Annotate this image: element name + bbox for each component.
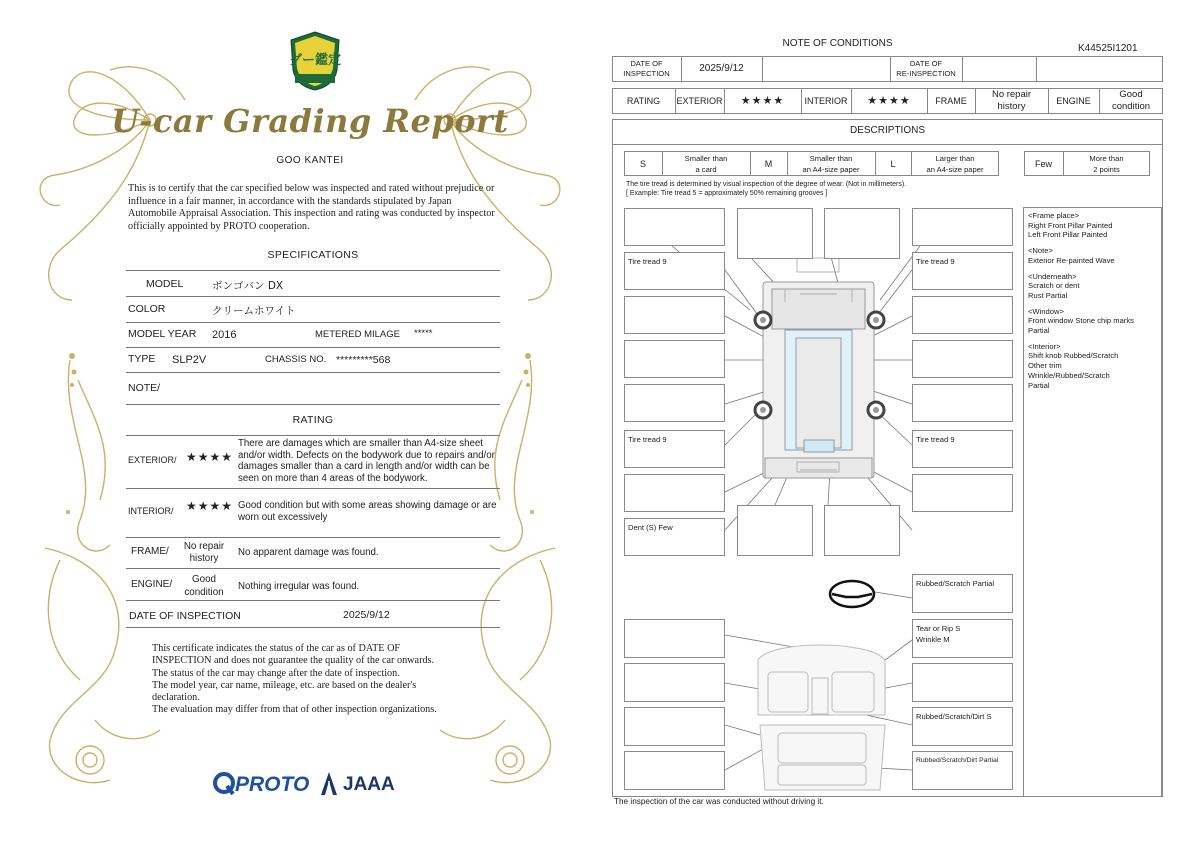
disclaimer-line: The evaluation may differ from that of other inspection organizations. — [152, 704, 437, 716]
description-line: <Underneath> — [1028, 271, 1077, 281]
description-line: <Frame place> — [1028, 211, 1080, 220]
steering-note-box — [912, 574, 1013, 613]
legend-s-desc-line1: Smaller than — [684, 153, 728, 163]
engine-value-line1: Good — [192, 574, 216, 585]
legend-s: S — [639, 158, 646, 169]
divider — [126, 568, 500, 569]
disclaimer — [152, 643, 472, 717]
interior-note-box — [624, 619, 725, 658]
rating-label: RATING — [626, 96, 661, 106]
model-value: ボンゴバン DX — [212, 280, 284, 292]
exterior-note-box — [824, 208, 900, 259]
date-reinspection-label-line2: RE-INSPECTION — [896, 68, 956, 78]
tire-rear-left-note: Tire tread 9 — [628, 435, 667, 444]
exterior-note-box — [912, 384, 1013, 422]
legend-few-desc-line2: 2 points — [1093, 164, 1120, 174]
divider — [126, 404, 500, 405]
legend-m-desc-line2: an A4-size paper — [802, 164, 860, 174]
interior-label: INTERIOR — [804, 96, 848, 106]
exterior-note-box — [824, 505, 900, 556]
exterior-note-box — [912, 474, 1013, 512]
divider — [126, 435, 500, 436]
interior-note-box — [912, 707, 1013, 746]
tire-note-line2: [ Example: Tire tread 5 = approximately 50% remaining grooves ] — [626, 190, 828, 197]
divider — [126, 372, 500, 373]
interior-description: Good condition but with some areas showing damage or are worn out excessively — [238, 500, 497, 523]
legend-m: M — [764, 158, 773, 169]
frame-value-line1: No repair — [991, 89, 1032, 100]
exterior-note-box — [624, 384, 725, 422]
milage-label: METERED MILAGE — [315, 329, 400, 340]
legend-l-desc-line2: an A4-size paper — [926, 164, 984, 174]
exterior-note-box — [912, 296, 1013, 334]
type-value: SLP2V — [172, 354, 207, 366]
divider — [126, 488, 500, 489]
date-inspection-label-line2: INSPECTION — [623, 68, 670, 78]
exterior-note-box — [624, 430, 725, 468]
seat-note-line2: Wrinkle M — [916, 635, 950, 644]
chassis-label: CHASSIS NO. — [265, 354, 327, 365]
note-label: NOTE/ — [128, 382, 161, 394]
divider — [126, 627, 500, 628]
rear-left-note: Dent (S) Few — [628, 523, 673, 532]
exterior-note-box — [624, 340, 725, 378]
legend-s-desc-line2: a card — [695, 164, 717, 174]
disclaimer-line: declaration. — [152, 692, 200, 704]
exterior-note-box — [737, 208, 813, 259]
description-line: Partial — [1028, 326, 1050, 336]
engine-label: ENGINE/ — [131, 579, 173, 590]
exterior-note-box — [624, 518, 725, 556]
date-inspection-value: 2025/9/12 — [699, 63, 744, 74]
steering-note: Rubbed/Scratch Partial — [916, 579, 995, 588]
date-inspection-label-line1: DATE OF — [630, 58, 663, 68]
seat-note-line1: Tear or Rip S — [916, 624, 961, 633]
frame-label: FRAME/ — [131, 546, 169, 557]
disclaimer-line: The model year, car name, mileage, etc. are based on the dealer's — [152, 679, 417, 691]
steering-wheel-icon — [830, 581, 874, 607]
exterior-note-box — [624, 252, 725, 290]
exterior-label: EXTERIOR — [676, 96, 723, 106]
description-line: Other trim — [1028, 361, 1062, 371]
interior-stars: ★★★★ — [186, 499, 234, 513]
tire-note-line1: The tire tread is determined by visual inspection of the degree of wear. (Not in millimeters). — [626, 181, 907, 188]
exterior-label: EXTERIOR/ — [128, 455, 177, 465]
description-line: Wrinkle/Rubbed/Scratch — [1028, 370, 1110, 380]
date-of-inspection-label: DATE OF INSPECTION — [129, 610, 241, 622]
interior-note-box — [624, 751, 725, 790]
description-line: Partial — [1028, 380, 1050, 390]
description-line: <Note> — [1028, 246, 1053, 256]
exterior-note-box — [624, 296, 725, 334]
interior-note-box — [624, 707, 725, 746]
legend-m-desc-line1: Smaller than — [809, 153, 853, 163]
report-subtitle: GOO KANTEI — [276, 155, 344, 166]
interior-note-box — [624, 663, 725, 702]
description-line: <Window> — [1028, 306, 1064, 316]
interior-stars: ★★★★ — [867, 94, 911, 107]
description-line: Front window Stone chip marks — [1028, 316, 1134, 326]
engine-description: Nothing irregular was found. — [238, 581, 360, 592]
interior-bottom-right-note: Rubbed/Scratch/Dirt Partial — [916, 757, 999, 764]
engine-value-line2: condition — [1111, 101, 1151, 112]
frame-label: FRAME — [935, 96, 967, 106]
frame-value-line1: No repair — [183, 541, 225, 552]
engine-label: ENGINE — [1056, 96, 1091, 106]
legend-few-desc-line1: More than — [1089, 153, 1124, 163]
chassis-value: *********568 — [336, 354, 391, 366]
milage-value: ***** — [414, 328, 433, 339]
note-of-conditions — [600, 0, 1200, 848]
model-label: MODEL — [146, 278, 184, 290]
color-label: COLOR — [128, 303, 166, 315]
legend-few: Few — [1034, 158, 1052, 169]
model-year-value: 2016 — [212, 329, 237, 341]
exterior-stars: ★★★★ — [186, 450, 234, 464]
disclaimer-line: This certificate indicates the status of the car as of DATE OF — [152, 643, 401, 654]
report-title: U-car Grading Report — [111, 102, 509, 140]
exterior-description: There are damages which are smaller than A4-size sheet and/or width. Defects on the bodywork due to repairs and/or damages smaller than a card in length and/or width can be seen on more than 4 areas of the bodywork. — [238, 438, 495, 484]
descriptions-panel — [1023, 207, 1162, 797]
frame-value-line2: history — [997, 101, 1026, 112]
exterior-stars: ★★★★ — [740, 94, 785, 107]
engine-value-line2: condition — [184, 587, 224, 598]
model-year-label: MODEL YEAR — [128, 328, 197, 340]
color-value: クリームホワイト — [212, 305, 296, 317]
interior-note-box — [912, 663, 1013, 702]
tire-front-left-note: Tire tread 9 — [628, 257, 667, 266]
report-number: K44525I1201 — [1078, 43, 1138, 54]
interior-right-note: Rubbed/Scratch/Dirt S — [916, 712, 992, 721]
divider — [126, 296, 500, 297]
type-label: TYPE — [128, 353, 156, 365]
tire-front-right-note: Tire tread 9 — [916, 257, 955, 266]
frame-value-line2: history — [189, 553, 219, 564]
interior-note-box — [912, 751, 1013, 790]
engine-value-line1: Good — [1119, 89, 1143, 100]
date-reinspection-label-line1: DATE OF — [909, 58, 943, 68]
divider — [126, 322, 500, 323]
disclaimer-line: The status of the car may change after the date of inspection. — [152, 667, 400, 679]
divider — [126, 347, 500, 348]
exterior-note-box — [624, 208, 725, 246]
descriptions-heading: DESCRIPTIONS — [849, 125, 925, 136]
specifications-heading: SPECIFICATIONS — [267, 249, 359, 261]
exterior-note-box — [624, 474, 725, 512]
proto-logo-icon — [213, 772, 235, 796]
description-line: Rust Partial — [1028, 290, 1068, 300]
proto-logo-text: PROTO — [235, 773, 310, 796]
logos — [213, 770, 398, 800]
description-line: Shift knob Rubbed/Scratch — [1028, 351, 1119, 361]
exterior-note-box — [912, 208, 1013, 246]
legend-l-desc-line1: Larger than — [935, 153, 975, 163]
description-line: Left Front Pillar Painted — [1028, 230, 1108, 240]
description-line: Right Front Pillar Painted — [1028, 220, 1113, 230]
frame-description: No apparent damage was found. — [238, 547, 379, 558]
divider — [126, 600, 500, 601]
jaaa-logo-text: JAAA — [343, 774, 395, 795]
disclaimer-line: INSPECTION and does not guarantee the quality of the car onwards. — [152, 655, 435, 667]
exterior-note-box — [912, 340, 1013, 378]
tire-rear-right-note: Tire tread 9 — [916, 435, 955, 444]
description-line: Scratch or dent — [1028, 281, 1080, 291]
badge-text: グー鑑定 — [288, 53, 342, 68]
exterior-note-box — [912, 430, 1013, 468]
description-line: Exterior Re-painted Wave — [1028, 255, 1115, 265]
goo-kantei-badge-icon — [287, 30, 343, 92]
certify-statement: This is to certify that the car specified below was inspected and rated without prejudice or influence in a fair manner, in accordance with the standards stipulated by Japan Automobile Appraisal Association. This inspection and rating was conducted by inspector officially appointed by PROTO cooperation. — [128, 183, 495, 233]
date-of-inspection-value: 2025/9/12 — [343, 609, 390, 621]
rating-heading: RATING — [292, 414, 334, 426]
interior-label: INTERIOR/ — [128, 506, 174, 516]
interior-note-box — [912, 619, 1013, 658]
descriptions-list — [1024, 208, 1161, 393]
exterior-note-box — [912, 252, 1013, 290]
jaaa-logo-icon — [319, 771, 339, 797]
divider — [126, 270, 500, 271]
exterior-note-box — [737, 505, 813, 556]
note-title: NOTE OF CONDITIONS — [782, 38, 893, 49]
divider — [126, 537, 500, 538]
legend-l: L — [890, 158, 896, 169]
description-line: <Interior> — [1028, 341, 1061, 351]
footer-note: The inspection of the car was conducted without driving it. — [614, 797, 824, 806]
